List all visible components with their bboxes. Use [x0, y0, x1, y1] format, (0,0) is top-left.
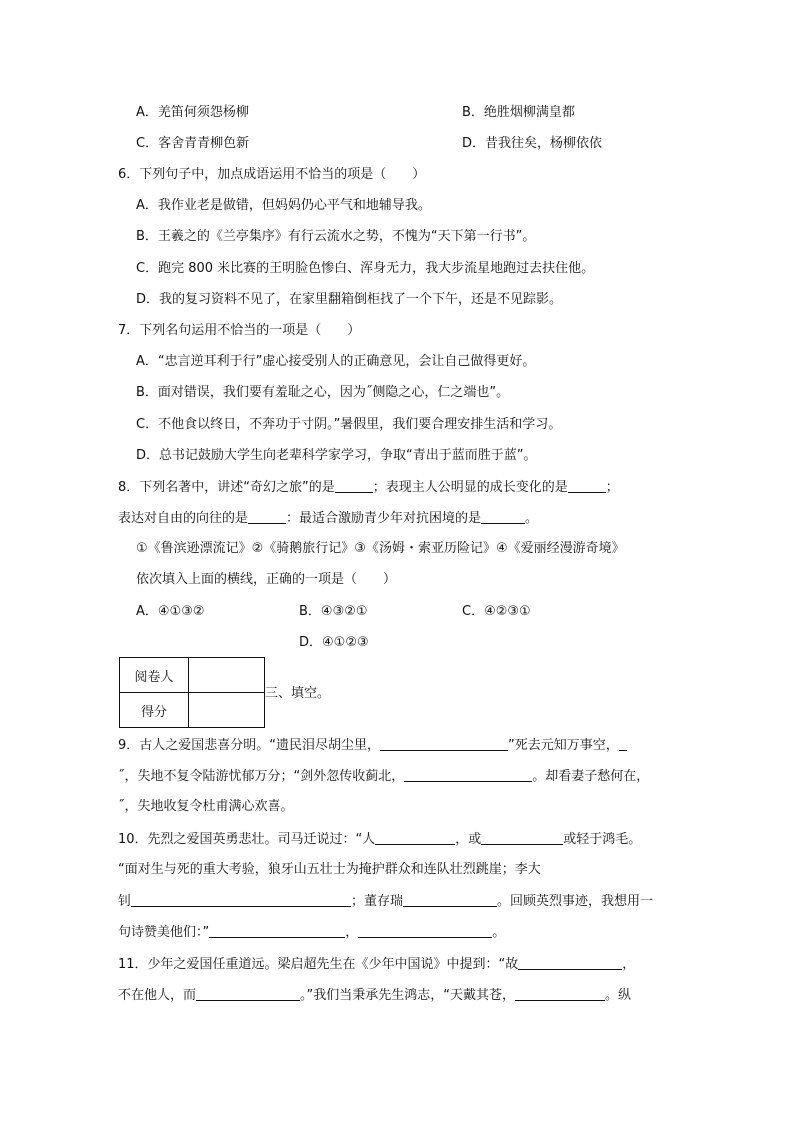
section-3-title: 三、填空。 — [265, 686, 331, 701]
answer-blank[interactable] — [358, 923, 492, 938]
q9-text: ”死去元知万事空， — [508, 738, 619, 753]
q10-text: 。 — [492, 925, 506, 940]
q10-text: 。回顾英烈事迹，我想用一 — [497, 894, 654, 909]
answer-blank[interactable] — [568, 478, 606, 493]
q8-text: ：最适合激励青少年对抗困境的是 — [286, 511, 482, 526]
answer-blank[interactable] — [209, 923, 345, 938]
q7-stem: 7．下列名句运用不恰当的一项是（ ） — [118, 323, 361, 338]
q6-option-c: C．跑完 800 米比赛的王明脸色惨白、浑身无力，我大步流星地跑过去扶住他。 — [136, 261, 595, 276]
q11-line-2 — [118, 986, 678, 1005]
answer-blank[interactable] — [335, 478, 373, 493]
answer-blank[interactable] — [404, 767, 532, 782]
q8-option-c: C．④②③① — [462, 604, 531, 619]
answer-blank[interactable] — [518, 955, 622, 970]
q8-text: 。 — [525, 511, 539, 526]
q6-stem: 6．下列句子中，加点成语运用不恰当的项是（ ） — [118, 167, 426, 182]
q6-option-b: B．王羲之的《兰亭集序》有行云流水之势，不愧为“天下第一行书”。 — [136, 229, 536, 244]
q10-text: ， — [345, 925, 359, 940]
q10-text: 句诗赞美他们：” — [118, 925, 210, 940]
q8-text: 8．下列名著中，讲述“奇幻之旅”的是 — [118, 480, 335, 495]
q9-line-3: ˝，失地收复令杜甫满心欢喜。 — [118, 799, 294, 814]
score-table — [119, 657, 265, 728]
q5-option-b: B．绝胜烟柳满皇都 — [462, 105, 575, 120]
q5-option-d: D．昔我往矣，杨柳依依 — [462, 136, 603, 151]
q9-text: 。却看妻子愁何在， — [532, 769, 650, 784]
q8-instruction: 依次填入上面的横线，正确的一项是（ ） — [136, 572, 397, 587]
q11-text: 11．少年之爱国任重道远。梁启超先生在《少年中国说》中提到：“故 — [118, 957, 519, 972]
answer-blank[interactable] — [481, 830, 563, 845]
q11-line-1 — [118, 955, 678, 974]
q9-text: 9．古人之爱国悲喜分明。“遗民泪尽胡尘里， — [118, 738, 381, 753]
q7-option-a: A．“忠言逆耳利于行”虚心接受别人的正确意见，会让自己做得更好。 — [136, 354, 536, 369]
q11-text: 。”我们当秉承先生鸿志，“天戴其苍， — [300, 988, 515, 1003]
q11-text: 。纵 — [605, 988, 632, 1003]
q8-line-2 — [118, 509, 678, 528]
q7-option-b: B．面对错误，我们要有羞耻之心，因为˝侧隐之心，仁之端也”。 — [136, 385, 510, 400]
q8-option-a: A．④①③② — [136, 604, 205, 619]
q6-option-a: A．我作业老是做错，但妈妈仍心平气和地辅导我。 — [136, 198, 431, 213]
answer-blank[interactable] — [619, 736, 627, 751]
q10-line-4 — [118, 923, 678, 942]
q5-option-a: A．羌笛何须怨杨柳 — [136, 105, 249, 120]
q7-option-c: C．不他食以终日，不奔功于寸阴。”暑假里，我们要合理安排生活和学习。 — [136, 417, 562, 432]
q6-option-d: D．我的复习资料不见了，在家里翻箱倒柜找了一个下午，还是不见踪影。 — [136, 292, 563, 307]
answer-blank[interactable] — [196, 986, 300, 1001]
answer-blank[interactable] — [515, 986, 605, 1001]
answer-blank[interactable] — [380, 736, 508, 751]
q8-text: 表达对自由的向往的是 — [118, 511, 249, 526]
q9-line-1 — [118, 736, 678, 755]
q7-option-d: D．总书记鼓励大学生向老辈科学家学习，争取“青出于蓝而胜于蓝”。 — [136, 448, 537, 463]
q8-text: ；表现主人公明显的成长变化的是 — [372, 480, 568, 495]
answer-blank[interactable] — [131, 892, 351, 907]
q8-line-1 — [118, 478, 678, 497]
answer-blank[interactable] — [248, 509, 286, 524]
q8-option-b: B．④③②① — [299, 604, 368, 619]
reviewer-cell[interactable] — [189, 658, 265, 693]
q8-option-d: D．④①②③ — [299, 635, 369, 650]
reviewer-label: 阅卷人 — [120, 658, 189, 693]
answer-blank[interactable] — [403, 892, 497, 907]
q11-text: 不在他人，而 — [118, 988, 197, 1003]
q8-text: ； — [605, 480, 619, 495]
q10-line-1 — [118, 830, 678, 849]
q9-text: ˝，失地不复令陆游忧郁万分；“剑外忽传收蓟北， — [118, 769, 405, 784]
q10-text: 钊 — [118, 894, 132, 909]
q10-text: ，或 — [455, 832, 482, 847]
q11-text: ， — [622, 957, 636, 972]
q10-text: 10．先烈之爱国英勇悲壮。司马迁说过：“人 — [118, 832, 376, 847]
answer-blank[interactable] — [481, 509, 525, 524]
q10-line-2: “面对生与死的重大考验，狼牙山五壮士为掩护群众和连队壮烈跳崖；李大 — [118, 862, 541, 877]
score-label: 得分 — [120, 693, 189, 728]
score-cell[interactable] — [189, 693, 265, 728]
q5-option-c: C．客舍青青柳色新 — [136, 136, 250, 151]
q10-line-3 — [118, 892, 678, 911]
q9-line-2 — [118, 767, 678, 786]
q10-text: ；董存瑞 — [351, 894, 404, 909]
q10-text: 或轻于鸿毛。 — [563, 832, 642, 847]
q8-books: ①《鲁滨逊漂流记》②《骑鹅旅行记》③《汤姆・索亚历险记》④《爱丽经漫游奇境》 — [136, 541, 625, 556]
answer-blank[interactable] — [375, 830, 455, 845]
